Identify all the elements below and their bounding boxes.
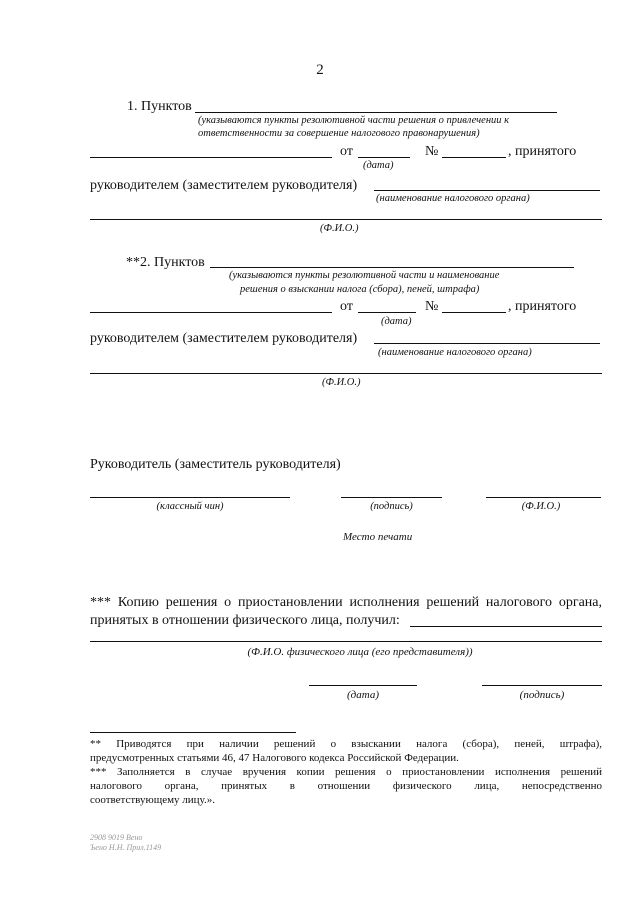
footnote-separator [90,732,296,733]
section-1-number-sign: № [425,144,439,159]
section-2-hint-line1: (указываются пункты резолютивной части и наименование [229,270,500,281]
section-1-org-line [374,190,600,191]
section-1-date-hint: (дата) [363,160,394,171]
footnote-2-line1: ** Приводятся при наличии решений о взыскании налога (сбора), пеней, штрафа), [90,738,602,750]
section-2-org-line [374,343,600,344]
footnote-3-line2: налогового органа, принятых в отношении физического лица, непосредственно [90,780,602,792]
page-number: 2 [316,62,324,78]
section-1-hint-line1: (указываются пункты резолютивной части решения о привлечении к [198,115,510,126]
rank-line [90,497,290,498]
sign-hint: (подпись) [370,501,413,512]
receipt-name-line [410,626,602,627]
section-1-hint-line2: ответственности за совершение налогового правонарушения) [198,128,480,139]
section-1-label: 1. Пунктов [127,99,192,114]
section-2-points-line [210,267,574,268]
fio-hint: (Ф.И.О.) [521,501,561,512]
receipt-line1: *** Копию решения о приостановлении исполнения решений налогового органа, [90,595,602,610]
section-1-date-line [358,157,410,158]
footnote-2-line2: предусмотренных статьями 46, 47 Налогового кодекса Российской Федерации. [90,752,459,764]
section-1-org-hint: (наименование налогового органа) [376,193,530,204]
receipt-sign-line [482,685,602,686]
signature-title: Руководитель (заместитель руководителя) [90,457,341,472]
receipt-person-line [90,641,602,642]
section-2-label: **2. Пунктов [126,255,205,270]
registration-stamp-line1: 2908 9019 Вено [90,833,143,842]
section-1-adopted: , принятого [508,144,577,159]
section-2-head: руководителем (заместителем руководителя) [90,331,358,346]
footnote-3-line1: *** Заполняется в случае вручения копии решения о приостановлении исполнения решений [90,766,602,778]
section-2-date-hint: (дата) [381,316,412,327]
section-1-fio-hint: (Ф.И.О.) [320,223,359,234]
section-1-points-line [195,112,557,113]
section-1-head: руководителем (заместителем руководителя) [90,178,358,193]
section-1-blank-line [90,157,332,158]
stamp-place: Место печати [343,531,413,543]
receipt-sign-hint: (подпись) [519,689,565,701]
receipt-line2: принятых в отношении физического лица, получил: [90,613,400,628]
section-2-number-sign: № [425,299,439,314]
section-2-date-line [358,312,416,313]
fio-line [486,497,601,498]
section-2-adopted: , принятого [508,299,577,314]
section-1-number-line [442,157,506,158]
receipt-person-hint: (Ф.И.О. физического лица (его представителя)) [247,646,473,658]
footnote-3-line3: соответствующему лицу.». [90,794,215,806]
sign-line [341,497,442,498]
section-1-fio-line [90,219,602,220]
receipt-date-line [309,685,417,686]
receipt-date-hint: (дата) [347,689,379,701]
registration-stamp-line2: Ъено Н.Н. Прил.1149 [90,843,162,852]
section-2-fio-line [90,373,602,374]
section-2-from: от [340,299,353,314]
section-2-hint-line2: решения о взыскании налога (сбора), пеней, штрафа) [240,284,480,295]
section-2-org-hint: (наименование налогового органа) [378,347,532,358]
section-2-number-line [442,312,506,313]
section-2-fio-hint: (Ф.И.О.) [322,377,361,388]
section-1-from: от [340,144,353,159]
section-2-blank-line [90,312,332,313]
rank-hint: (классный чин) [156,501,224,512]
